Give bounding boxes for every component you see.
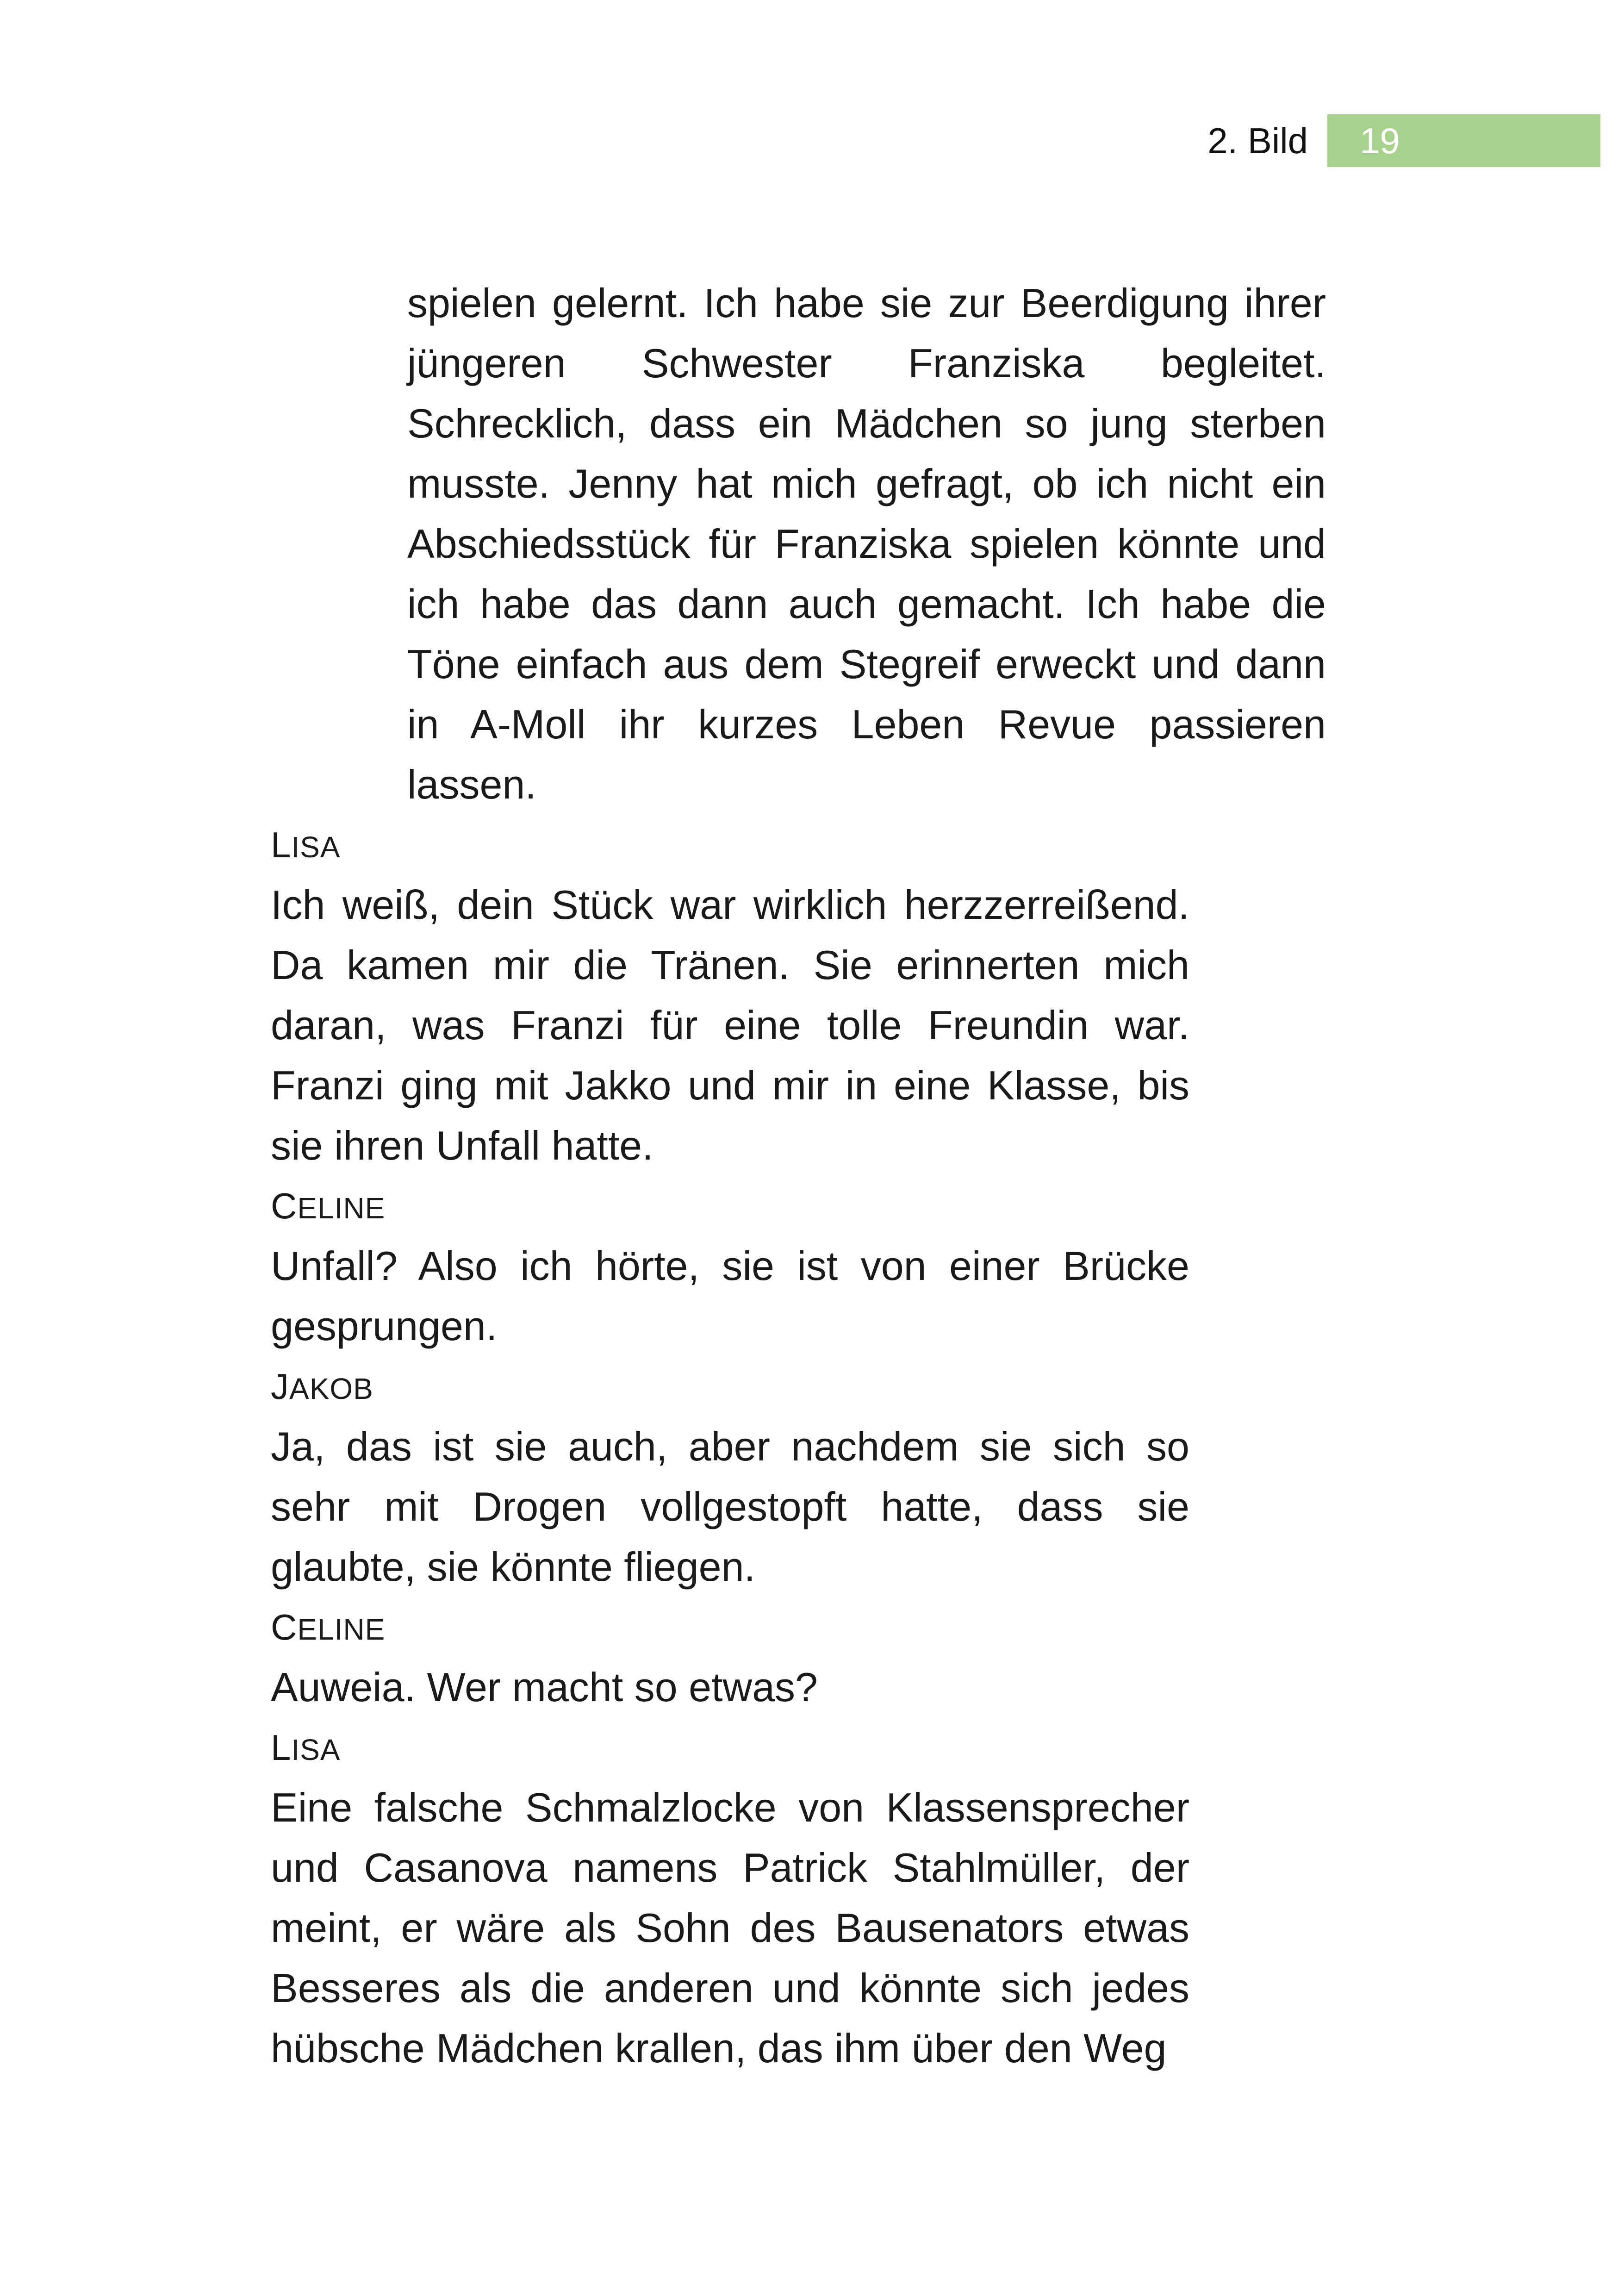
speaker-name: [271, 1176, 1326, 1236]
speaker-initial: C: [271, 1607, 298, 1647]
speaker-initial: L: [271, 1727, 292, 1768]
page-header: [0, 114, 1618, 167]
speaker-rest: AKOB: [289, 1372, 373, 1405]
dialogue-text: Ja, das ist sie auch, aber nachdem sie sich so sehr mit Drogen vollgestopft hatte, dass sie glaubte, sie könnte fliegen.: [271, 1423, 1189, 1590]
speaker-rest: ISA: [291, 1733, 341, 1766]
dialogue-text: Eine falsche Schmalzlocke von Klassensprecher und Casanova namens Patrick Stahlmüller, der meint, er wäre als Sohn des Bausenators etwas Besseres als die anderen und könnte sich jedes hübsche Mädchen krallen, das ihm über den Weg: [271, 1784, 1189, 2071]
speaker-rest: ELINE: [297, 1613, 386, 1646]
dialogue-text: Auweia. Wer macht so etwas?: [271, 1664, 818, 1710]
speaker-name: [271, 1717, 1326, 1778]
dialogue-text: spielen gelernt. Ich habe sie zur Beerdigung ihrer jüngeren Schwester Franziska begleitet. Schrecklich, dass ein Mädchen so jung sterben musste. Jenny hat mich gefragt, ob ich nicht ein Abschiedsstück für Franziska spielen könnte und ich habe das dann auch gemacht. Ich habe die Töne einfach aus dem Stegreif erweckt und dann in A-Moll ihr kurzes Leben Revue passieren lassen.: [407, 280, 1326, 807]
script-body: [271, 273, 1326, 2078]
speaker-initial: J: [271, 1366, 289, 1407]
dialogue-text: Ich weiß, dein Stück war wirklich herzzerreißend. Da kamen mir die Tränen. Sie erinnerten mich daran, was Franzi für eine tolle Freundin war. Franzi ging mit Jakko und mir in eine Klasse, bis sie ihren Unfall hatte.: [271, 882, 1189, 1168]
speaker-rest: ISA: [291, 830, 341, 864]
speaker-rest: ELINE: [297, 1192, 386, 1225]
page-number: 19: [1360, 120, 1400, 161]
page-number-box: [1327, 114, 1600, 167]
speaker-initial: L: [271, 824, 292, 865]
speaker-name: [271, 815, 1326, 875]
dialogue-text: Unfall? Also ich hörte, sie ist von einer Brücke gesprungen.: [271, 1243, 1189, 1349]
chapter-title: 2. Bild: [1207, 120, 1308, 161]
speaker-name: [271, 1597, 1326, 1657]
speaker-initial: C: [271, 1185, 298, 1226]
speaker-name: [271, 1356, 1326, 1416]
